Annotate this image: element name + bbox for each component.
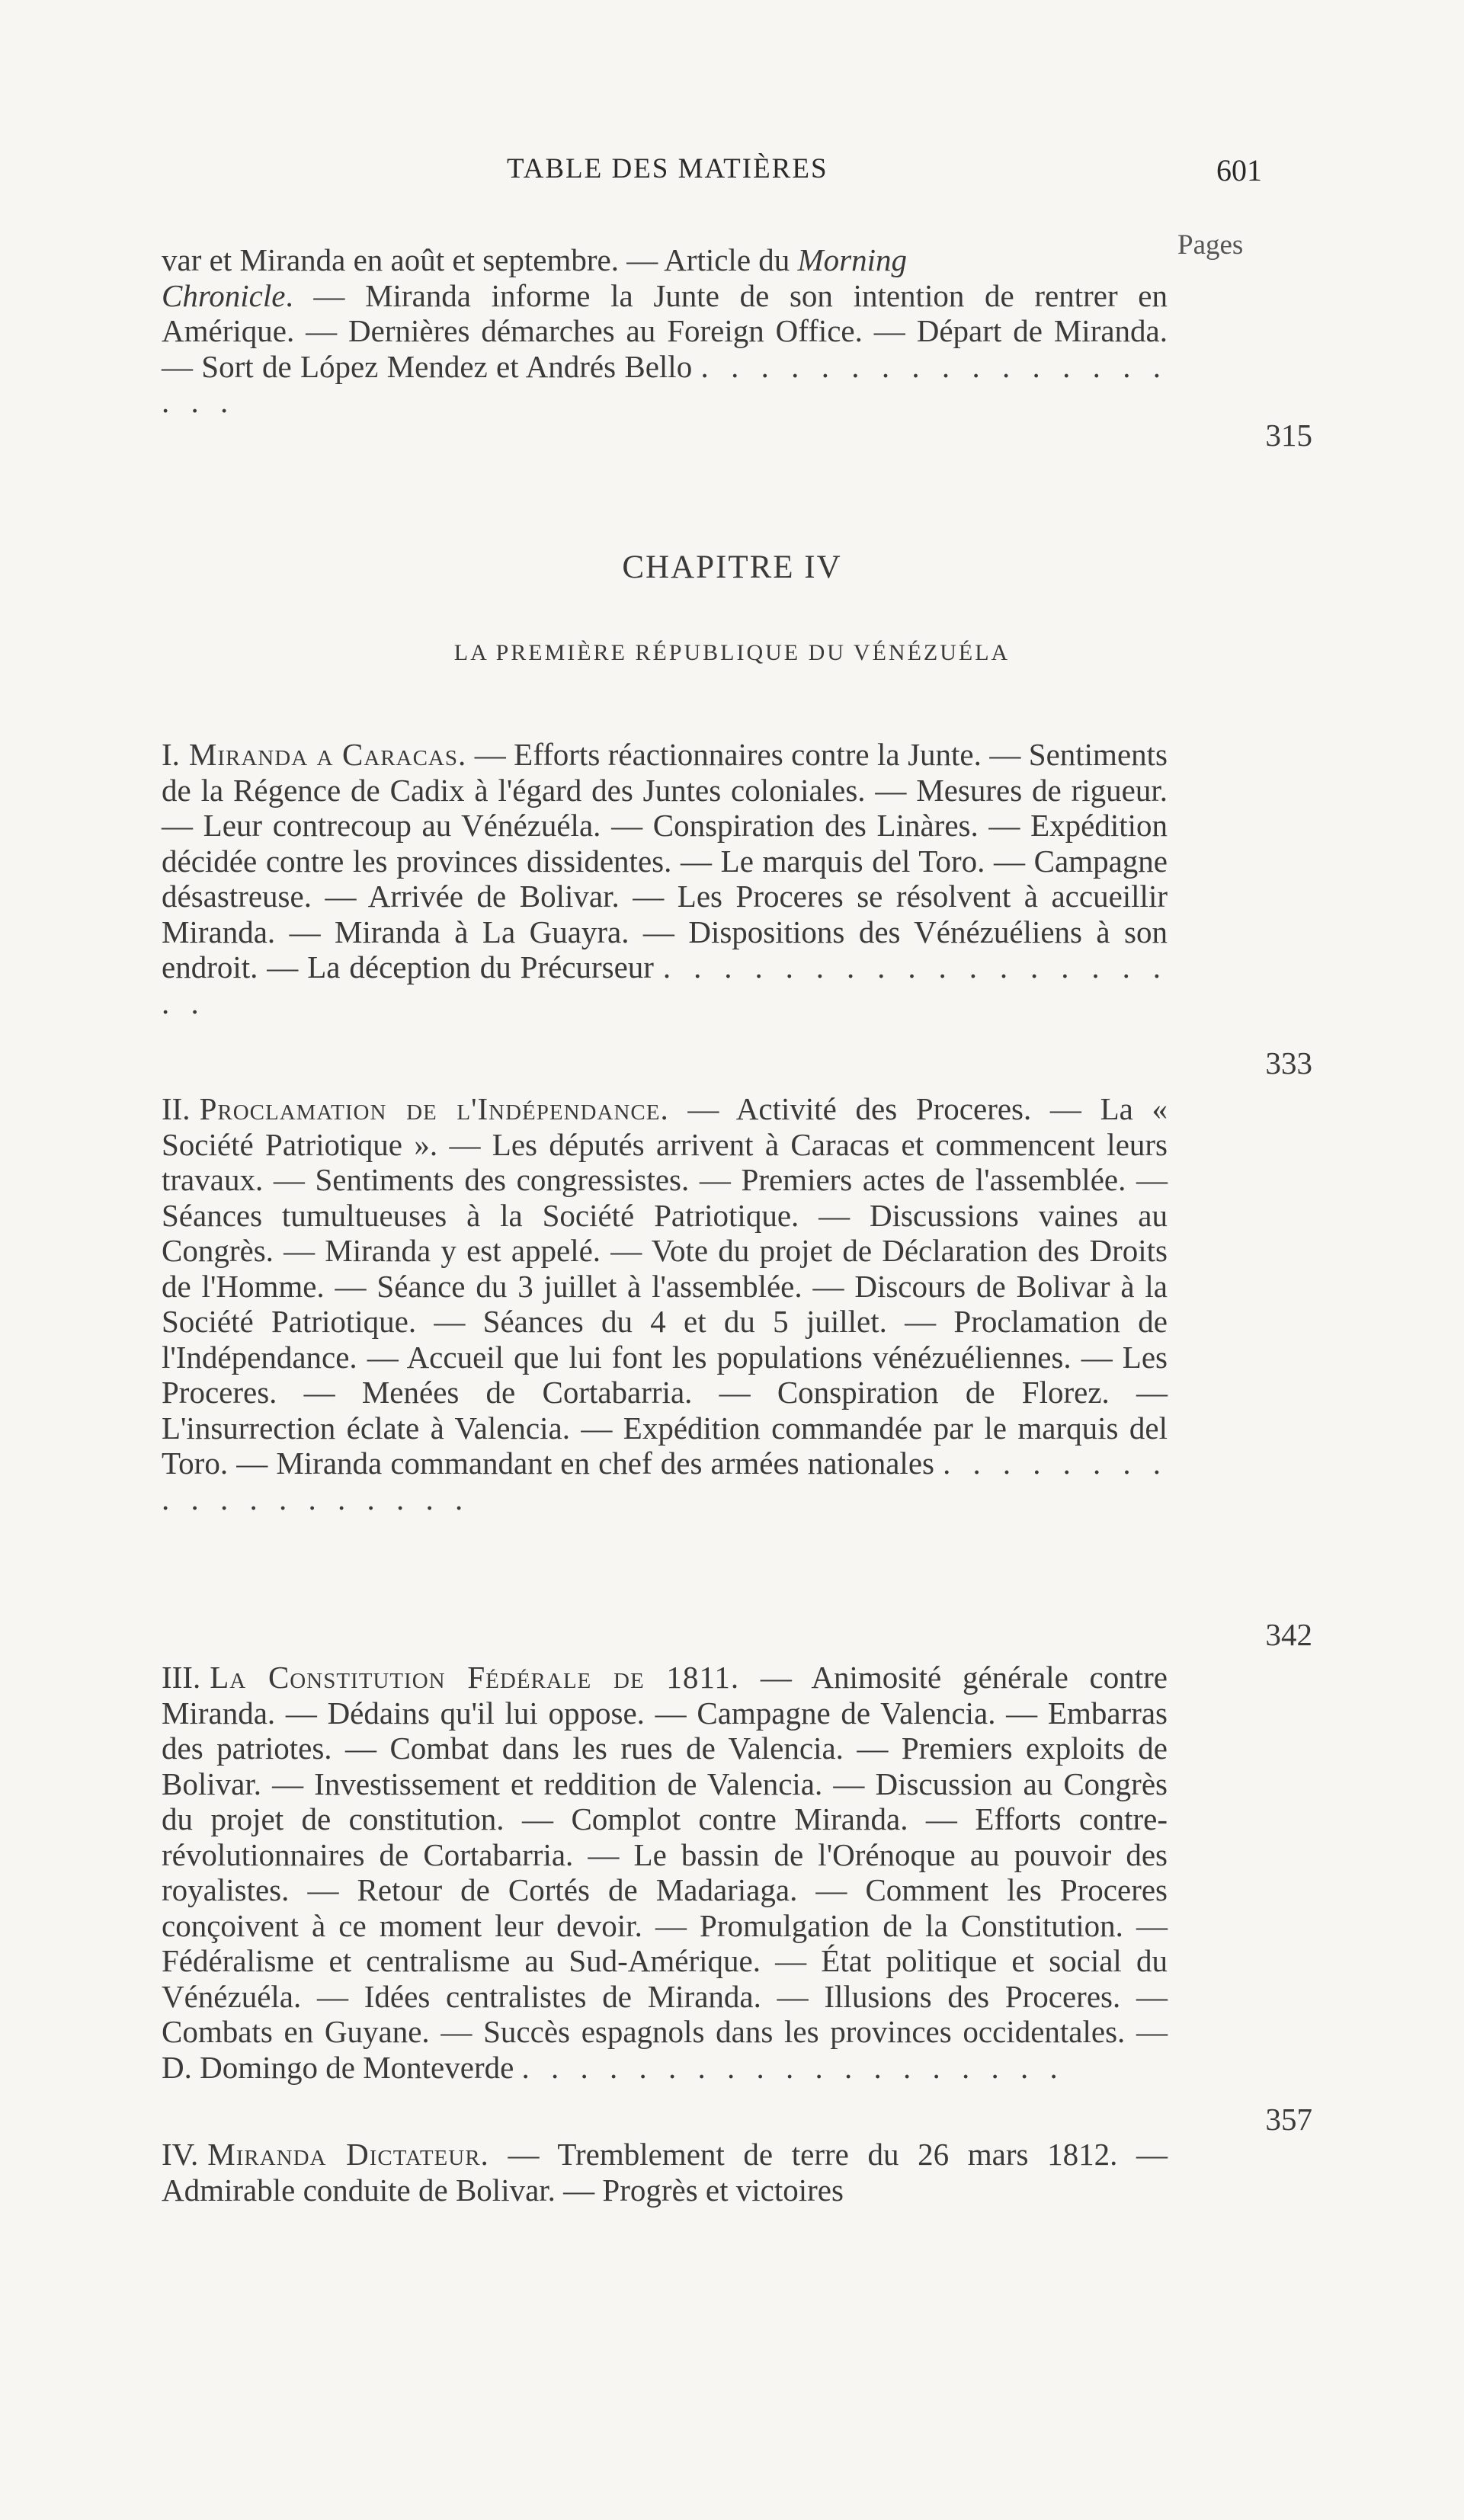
entry-number: II.	[162, 1091, 191, 1126]
entry-text: — Tremblement de terre du 26 mars 1812. — Admirable conduite de Bolivar. — Progrès et victoires	[162, 2137, 1168, 2208]
entry-title: Miranda Dictateur.	[207, 2137, 489, 2172]
entry-text-part-1: var et Miranda en août et septembre. — Article du	[162, 242, 798, 277]
dot-leader: . . . . . . . . . . . . . . . . . . .	[162, 1446, 1168, 1516]
toc-entry	[162, 1091, 1312, 1652]
entry-text: — Efforts réactionnaires contre la Junte. — Sentiments de la Régence de Cadix à l'égard des Juntes coloniales. — Mesures de rigueur. — Leur contrecoup au Vénézuéla. — Conspiration des Linàres. — Expédition décidée contre les provinces dissidentes. — Le marquis del Toro. — Campagne désastreuse. — Arrivée de Bolivar. — Les Proceres se résolvent à accueillir Miranda. — Miranda à La Guayra. — Dispositions des Vénézuéliens à son endroit. — La déception du Précurseur	[162, 737, 1168, 985]
dot-leader: . . . . . . . . . . . . . . . . . . .	[162, 949, 1168, 1020]
chapter-heading: CHAPITRE IV	[622, 549, 842, 585]
entry-page-number: 342	[1265, 1617, 1312, 1652]
entry-text: — Animosité générale contre Miranda. — Dédains qu'il lui oppose. — Campagne de Valencia. — Embarras des patriotes. — Combat dans les rues de Valencia. — Premiers exploits de Bolivar. — Investissement et reddition de Valencia. — Discussion au Congrès du projet de constitution. — Complot contre Miranda. — Efforts contre-révolutionnaires de Cortabarria. — Le bassin de l'Orénoque au pouvoir des royalistes. — Retour de Cortés de Madariaga. — Comment les Proceres conçoivent à ce moment leur devoir. — Promulgation de la Constitution. — Fédéralisme et centralisme au Sud-Amérique. — État politique et social du Vénézuéla. — Idées centralistes de Miranda. — Illusions des Proceres. — Combats en Guyane. — Succès espagnols dans les provinces occidentales. — D. Domingo de Monteverde	[162, 1660, 1168, 2085]
chapter-subtitle: LA PREMIÈRE RÉPUBLIQUE DU VÉNÉZUÉLA	[453, 640, 1011, 665]
entry-text: — Activité des Proceres. — La « Société Patriotique ». — Les députés arrivent à Caracas et commencent leurs travaux. — Sentiments des congressistes. — Premiers actes de l'assemblée. — Séances tumultueuses à la Société Patriotique. — Discussions vaines au Congrès. — Miranda y est appelé. — Vote du projet de Déclaration des Droits de l'Homme. — Séance du 3 juillet à l'assemblée. — Discours de Bolivar à la Société Patriotique. — Séances du 4 et du 5 juillet. — Proclamation de l'Indépendance. — Accueil que lui font les populations vénézuéliennes. — Les Proceres. — Menées de Cortabarria. — Conspiration de Florez. — L'insurrection éclate à Valencia. — Expédition commandée par le marquis del Toro. — Miranda commandant en chef des armées nationales	[162, 1091, 1168, 1481]
entry-page-number: 333	[1265, 1045, 1312, 1081]
running-head	[0, 152, 1464, 198]
entry-italic-word-1: Morning	[797, 242, 908, 277]
entry-page-number: 357	[1265, 2102, 1312, 2137]
running-head-page-number: 601	[1216, 153, 1262, 187]
entry-italic-word-2: Chronicle	[162, 277, 286, 313]
running-head-title: TABLE DES MATIÈRES	[507, 153, 828, 184]
entry-title: Proclamation de l'Indépendance.	[199, 1091, 669, 1126]
entry-title: La Constitution Fédérale de 1811.	[210, 1660, 740, 1695]
entry-text-part-2: . — Miranda informe la Junte de son intention de rentrer en Amérique. — Dernières démarches au Foreign Office. — Départ de Miranda. — Sort de López Mendez et Andrés Bello	[162, 277, 1168, 384]
entry-number: IV.	[162, 2137, 199, 2172]
dot-leader: . . . . . . . . . . . . . . . . . . .	[162, 348, 1168, 419]
pages-column-label: Pages	[1177, 229, 1244, 261]
toc-entry	[162, 2137, 1168, 2208]
entry-number: I.	[162, 737, 180, 772]
entry-page-number: 315	[1265, 418, 1312, 453]
toc-entry	[162, 1660, 1312, 2137]
entry-title: Miranda a Caracas.	[188, 737, 467, 772]
toc-entry	[162, 737, 1312, 1081]
entry-number: III.	[162, 1660, 201, 1695]
dot-leader: . . . . . . . . . . . . . . . . . . .	[521, 2049, 1065, 2085]
